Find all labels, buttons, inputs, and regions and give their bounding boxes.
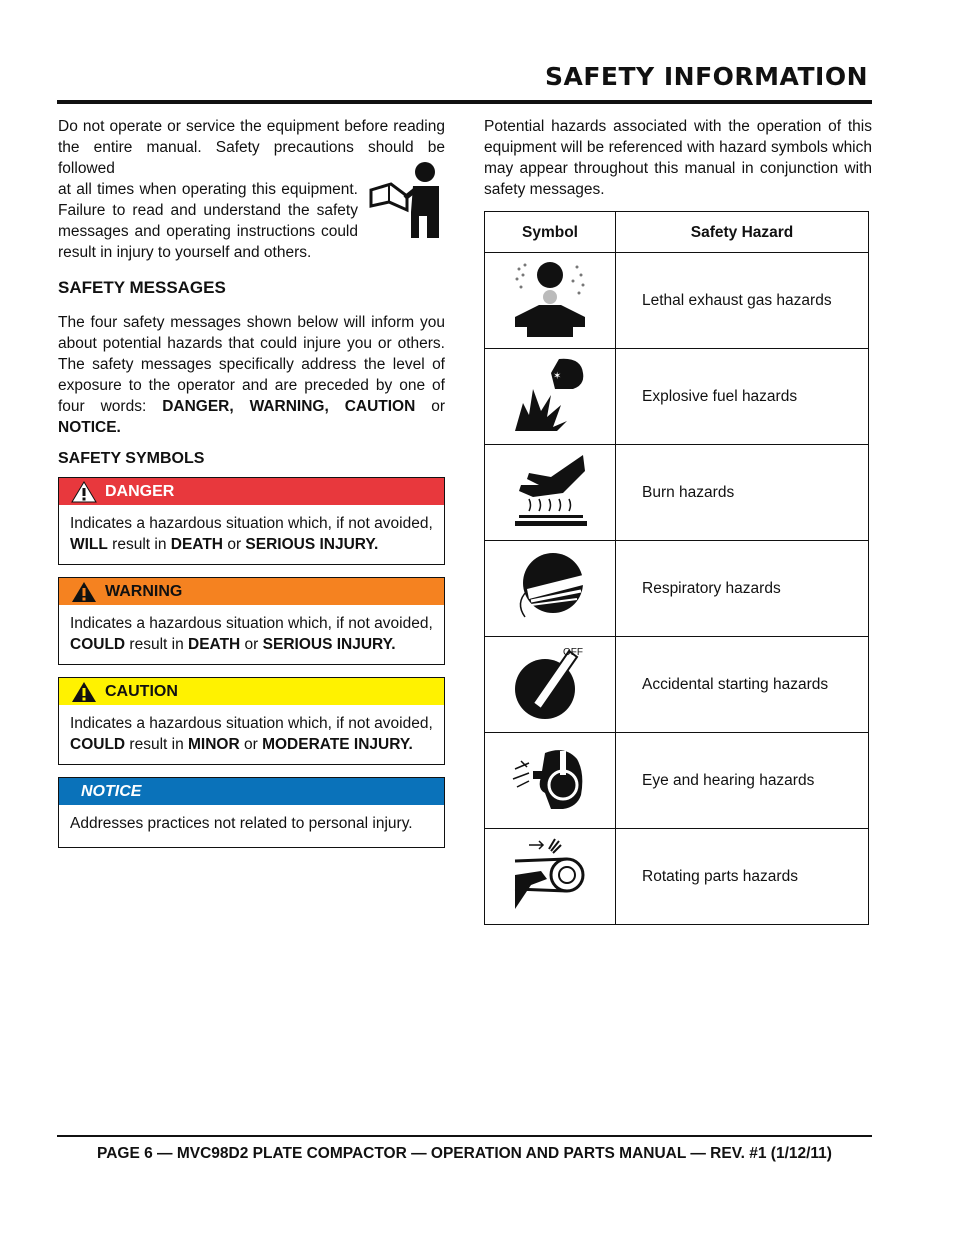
caution-bold-1: COULD — [70, 736, 126, 753]
notice-header — [59, 778, 444, 805]
warning-text-1: Indicates a hazardous situation which, if not avoided, — [70, 615, 433, 632]
read-manual-icon — [367, 160, 445, 240]
caution-text-1: Indicates a hazardous situation which, if not avoided, — [70, 715, 433, 732]
safety-messages-heading: SAFETY MESSAGES — [58, 278, 226, 297]
table-row — [485, 349, 869, 445]
caution-box — [58, 677, 445, 765]
warning-text-3: or — [240, 636, 263, 653]
svg-text:✶: ✶ — [553, 370, 562, 382]
warning-triangle-icon — [71, 681, 97, 703]
caution-header — [59, 678, 444, 705]
hazard-label: Respiratory hazards — [616, 541, 869, 637]
messages-notice-word: NOTICE. — [58, 419, 121, 436]
hazard-table — [484, 211, 869, 925]
caution-text — [59, 705, 444, 764]
hazard-label: Rotating parts hazards — [616, 829, 869, 925]
danger-text — [59, 505, 444, 564]
warning-triangle-icon — [71, 481, 97, 503]
notice-text: Addresses practices not related to personal injury. — [70, 815, 413, 832]
right-column — [484, 116, 872, 925]
intro-section — [58, 116, 445, 263]
notice-label: NOTICE — [81, 783, 142, 800]
off-switch-icon — [511, 643, 589, 721]
hazard-label: Burn hazards — [616, 445, 869, 541]
intro-text-1: Do not operate or service the equipment before reading the entire manual. Safety precautions should be followed — [58, 118, 445, 177]
caution-text-3: or — [239, 736, 263, 753]
table-row — [485, 733, 869, 829]
explosion-icon — [511, 355, 589, 433]
messages-signal-words: DANGER, WARNING, CAUTION — [162, 398, 416, 415]
symbol-cell — [485, 829, 616, 925]
danger-bold-3: SERIOUS INJURY. — [245, 536, 379, 553]
caution-label: CAUTION — [105, 683, 178, 700]
eye-ear-protection-icon — [511, 739, 589, 817]
hazard-label: Lethal exhaust gas hazards — [616, 253, 869, 349]
left-column — [58, 116, 445, 860]
warning-triangle-icon — [71, 581, 97, 603]
messages-or: or — [415, 398, 446, 415]
respirator-icon — [511, 547, 589, 625]
warning-header — [59, 578, 444, 605]
symbol-cell — [485, 349, 616, 445]
symbol-cell — [485, 637, 616, 733]
symbol-cell — [485, 445, 616, 541]
danger-bold-1: WILL — [70, 536, 108, 553]
danger-box — [58, 477, 445, 565]
symbol-column-header: Symbol — [485, 212, 616, 253]
warning-box — [58, 577, 445, 665]
page-title: SAFETY INFORMATION — [545, 62, 868, 91]
danger-text-1: Indicates a hazardous situation which, if not avoided, — [70, 515, 433, 532]
page-footer: PAGE 6 — MVC98D2 PLATE COMPACTOR — OPERATION AND PARTS MANUAL — REV. #1 (1/12/11) — [97, 1145, 832, 1162]
danger-bold-2: DEATH — [170, 536, 224, 553]
danger-text-3: or — [223, 536, 246, 553]
safety-messages-body — [58, 312, 445, 438]
hazard-table-header — [485, 212, 869, 253]
notice-box — [58, 777, 445, 848]
caution-bold-2: MINOR — [188, 736, 240, 753]
warning-label: WARNING — [105, 583, 183, 600]
warning-text — [59, 605, 444, 664]
warning-bold-1: COULD — [70, 636, 126, 653]
caution-bold-3: MODERATE INJURY. — [262, 736, 413, 753]
messages-body-text: The four safety messages shown below will inform you about potential hazards that could injure you or others. The safety messages specifically address the level of exposure to the operator and are preceded by one of four words: — [58, 314, 445, 415]
table-row — [485, 541, 869, 637]
burn-hand-icon — [511, 451, 589, 529]
warning-bold-3: SERIOUS INJURY. — [262, 636, 396, 653]
safety-symbols-heading: SAFETY SYMBOLS — [58, 450, 205, 467]
danger-label: DANGER — [105, 483, 175, 500]
table-row — [485, 829, 869, 925]
symbol-cell — [485, 541, 616, 637]
symbol-cell — [485, 733, 616, 829]
danger-header — [59, 478, 444, 505]
danger-text-2: result in — [107, 536, 171, 553]
title-rule — [57, 100, 872, 104]
warning-bold-2: DEATH — [188, 636, 241, 653]
footer-rule — [57, 1135, 872, 1137]
symbol-cell — [485, 253, 616, 349]
table-row — [485, 637, 869, 733]
hazard-label: Explosive fuel hazards — [616, 349, 869, 445]
table-row — [485, 253, 869, 349]
caution-text-2: result in — [125, 736, 188, 753]
hazard-column-header: Safety Hazard — [616, 212, 869, 253]
hazard-label: Accidental starting hazards — [616, 637, 869, 733]
off-label: OFF — [563, 646, 583, 658]
warning-text-2: result in — [125, 636, 188, 653]
hazards-intro: Potential hazards associated with the operation of this equipment will be referenced with hazard symbols which may appear throughout this manual in conjunction with safety messages. — [484, 118, 872, 198]
intro-text-2: at all times when operating this equipment. Failure to read and understand the safety messages and operating instructions could result in injury to yourself and others. — [58, 181, 358, 261]
rotating-parts-icon — [511, 835, 589, 913]
hazard-label: Eye and hearing hazards — [616, 733, 869, 829]
table-row — [485, 445, 869, 541]
exhaust-gas-icon — [511, 259, 589, 337]
